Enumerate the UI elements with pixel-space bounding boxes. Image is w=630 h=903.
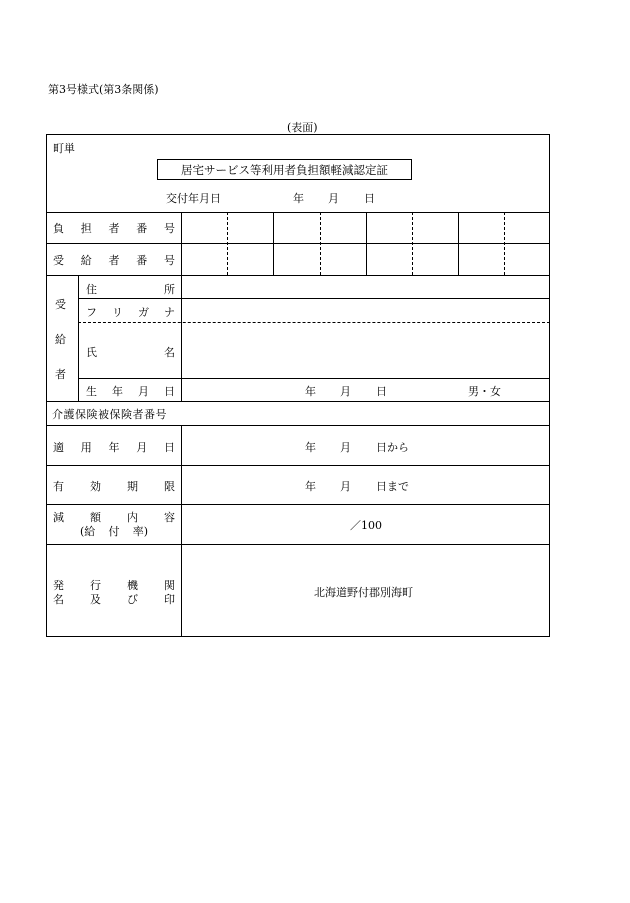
valid-year: 年 [305,480,316,493]
recipient-group-char-1: 受 [55,298,66,311]
birth-month: 月 [340,385,351,398]
issue-date-month: 月 [328,192,339,205]
certificate-title: 居宅サービス等利用者負担額軽減認定証 [157,159,412,180]
issuer-label-line1: 発 行 機 関 [53,579,175,592]
form-id: 第3号様式(第3条関係) [48,83,159,96]
reduction-label: 減 額 内 容 [53,511,175,524]
apply-suffix: 日から [376,441,409,454]
valid-period-label: 有 効 期 限 [53,480,175,493]
address-label: 住 所 [86,283,175,296]
issue-date-year: 年 [293,192,304,205]
side-label: (表面) [287,121,318,134]
valid-suffix: 日まで [376,480,409,493]
recipient-group-char-3: 者 [55,368,66,381]
recipient-number-label: 受 給 者 番 号 [53,254,175,267]
gender-option: 男・女 [468,385,501,398]
reduction-rate: ／100 [350,519,382,532]
furigana-label: フ リ ガ ナ [86,306,175,319]
birth-day: 日 [376,385,387,398]
issuer-name: 北海道野付郡別海町 [314,586,413,599]
town-label: 町単 [53,142,75,155]
issuer-label-line2: 名 及 び 印 [53,593,175,606]
birth-label: 生 年 月 日 [86,385,175,398]
apply-month: 月 [340,441,351,454]
insured-number-label: 介護保険被保険者番号 [52,408,167,421]
reduction-sublabel: (給 付 率) [80,525,148,538]
apply-year: 年 [305,441,316,454]
name-label: 氏 名 [86,346,175,359]
birth-year: 年 [305,385,316,398]
valid-month: 月 [340,480,351,493]
recipient-group-char-2: 給 [55,333,66,346]
apply-date-label: 適 用 年 月 日 [53,441,175,454]
burden-number-label: 負 担 者 番 号 [53,222,175,235]
issue-date-label: 交付年月日 [166,192,221,205]
issue-date-day: 日 [364,192,375,205]
